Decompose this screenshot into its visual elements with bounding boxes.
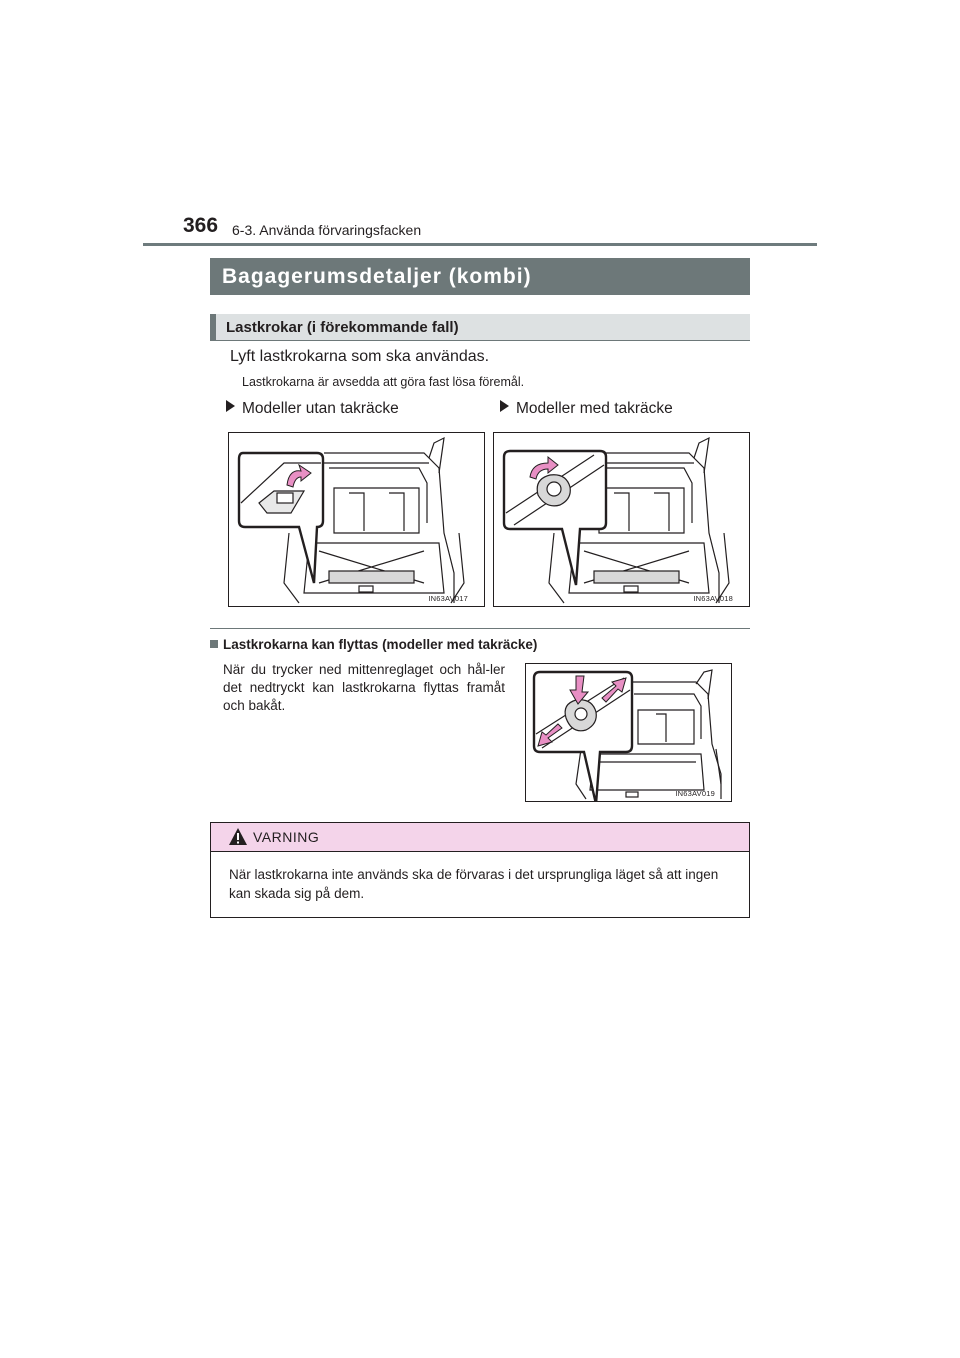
note-text: Lastkrokarna är avsedda att göra fast lösa föremål. [242,375,525,389]
chapter-title: 6-3. Använda förvaringsfacken [232,222,422,238]
warning-box [210,822,750,918]
movable-text: När du trycker ned mittenreglaget och hål-ler det nedtryckt kan lastkrokarna flyttas framåt och bakåt. [223,662,505,713]
figure-movable-hook [525,663,732,802]
triangle-bullet-icon [226,400,235,412]
subsection-title: Lastkrokar (i förekommande fall) [210,314,750,341]
model-label-without-rack: Modeller utan takräcke [226,400,399,418]
figure-without-rack [228,432,485,607]
trunk-illustration-icon [229,433,484,606]
intro-text: Lyft lastkrokarna som ska användas. [230,348,490,365]
section-title: Bagagerumsdetaljer (kombi) [210,258,750,295]
warning-header [211,823,749,852]
warning-title: VARNING [253,829,320,845]
figure-code: IN63AV019 [675,789,715,798]
figure-code: IN63AV017 [428,594,468,603]
figure-code: IN63AV018 [693,594,733,603]
warning-triangle-icon [228,827,248,846]
trunk-illustration-icon [526,664,731,801]
square-bullet-icon [210,640,218,648]
model-label-with-rack: Modeller med takräcke [500,400,673,418]
triangle-bullet-icon [500,400,509,412]
warning-text: När lastkrokarna inte används ska de förvaras i det ursprungliga läget så att ingen kan skada sig på dem. [229,867,719,901]
figure-with-rack [493,432,750,607]
subsection-divider [210,340,750,341]
movable-heading: Lastkrokarna kan flyttas (modeller med takräcke) [210,637,537,652]
header-divider [143,243,817,246]
section-divider [210,628,750,629]
page-number: 366 [183,214,219,237]
trunk-illustration-icon [494,433,749,606]
